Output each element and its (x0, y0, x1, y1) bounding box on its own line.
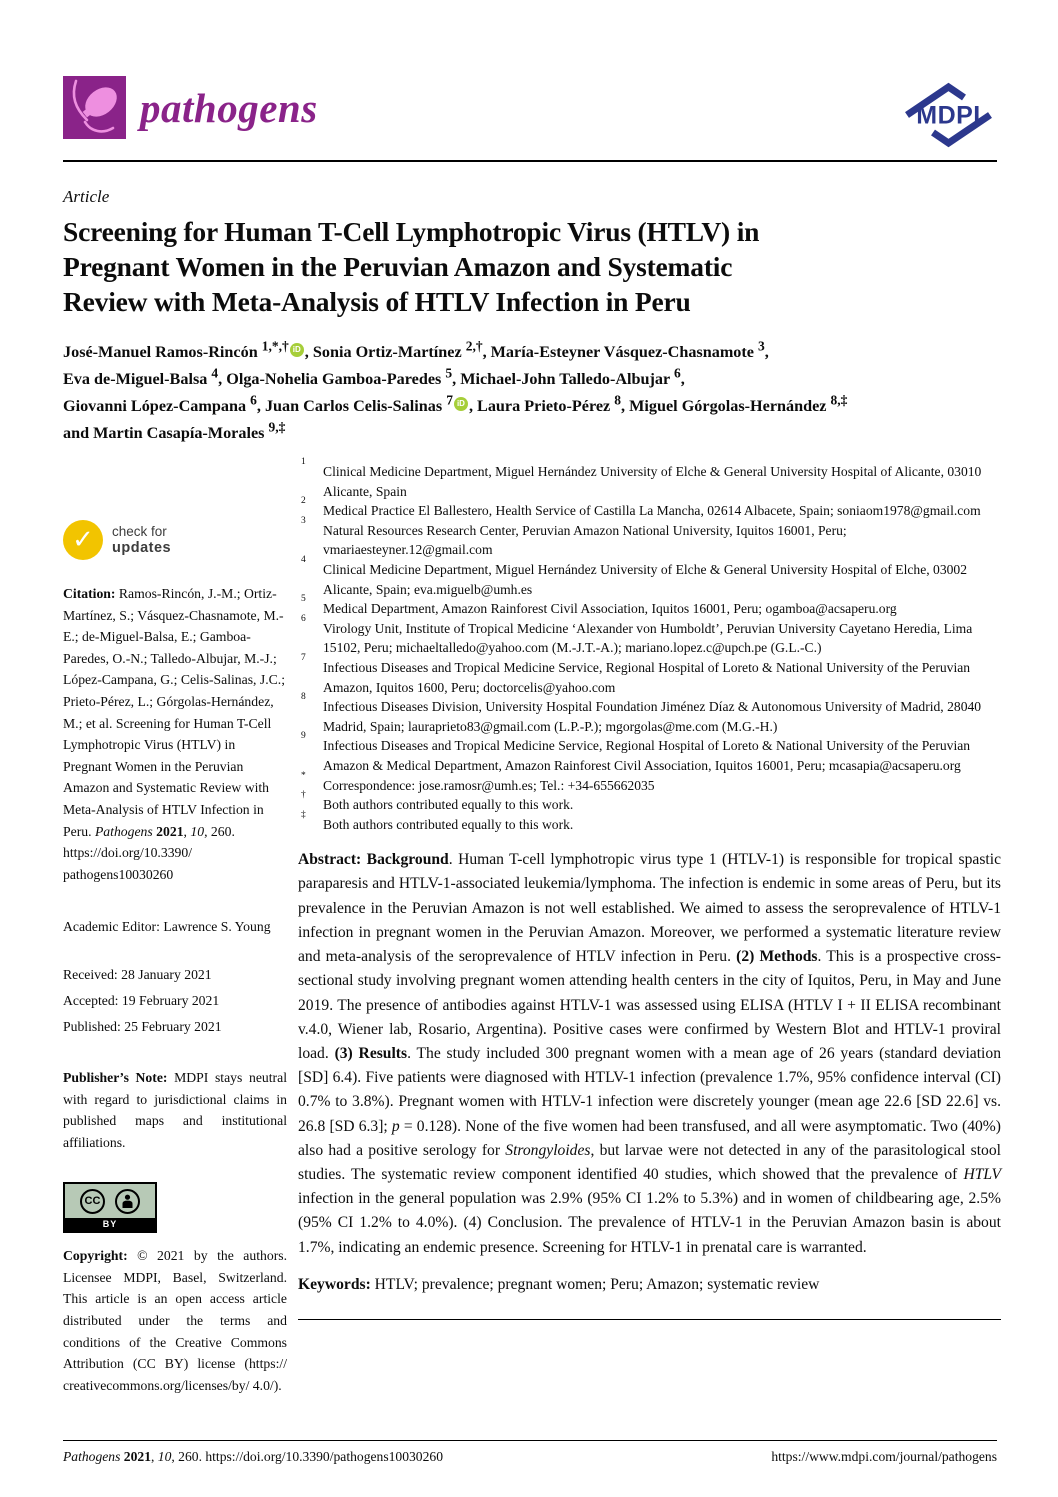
published-date: Published: 25 February 2021 (63, 1018, 222, 1034)
affiliation-item: 7 Infectious Diseases and Tropical Medicine Service, Regional Hospital of Loreto & National University of the Peruvian Amazon, Iquitos 1600, Peru; doctorcelis@yahoo.com (301, 652, 971, 695)
affiliation-item: ‡ Both authors contributed equally to this work. (301, 809, 574, 832)
affiliation-item: 9 Infectious Diseases and Tropical Medicine Service, Regional Hospital of Loreto & National University of the Peruvian Amazon & Medical Department, Amazon Rainforest Civil Association, Iquitos 16001, Peru; mcasapia@acsaperu.org (301, 731, 971, 773)
affiliation-text: Clinical Medicine Department, Miguel Hernández University of Elche & General University Hospital of Alicante, 03010 Alicante, Spain (323, 464, 982, 499)
affiliation-item: 1 Clinical Medicine Department, Miguel Hernández University of Elche & General University Hospital of Alicante, 03010 Alicante, Spain (301, 457, 982, 499)
affiliation-item: 3 Natural Resources Research Center, Peruvian Amazon National University, Iquitos 16001, Peru; vmariaesteyner.12@gmail.com (301, 515, 847, 558)
affiliation-item: 8 Infectious Diseases Division, University Hospital Foundation Jiménez Díaz & Autonomous University of Madrid, 28040 Madrid, Spain; lauraprieto83@gmail.com (L.P.-P.); mgorgolas@me.com (M.G.-H.) (301, 692, 982, 734)
history-dates (63, 962, 287, 1040)
affiliation-text: Infectious Diseases Division, University Hospital Foundation Jiménez Díaz & Autonomous University of Madrid, 28040 Madrid, Spain; lauraprieto83@gmail.com (L.P.-P.); mgorgolas@me.com (M.G.-H.) (323, 699, 982, 734)
affiliation-item: † Both authors contributed equally to this work. (301, 790, 574, 813)
affiliation-text: Virology Unit, Institute of Tropical Medicine ‘Alexander von Humboldt’, Peruvian University Cayetano Heredia, Lima 15102, Peru; michaeltalledo@yahoo.com (M.-J.T.-A.); mariano.lopez.c@upch.pe (G.L.-C.) (323, 620, 973, 656)
check-updates-badge[interactable] (63, 520, 171, 560)
affiliation-text: Medical Department, Amazon Rainforest Civil Association, Iquitos 16001, Peru; ogamboa@acsaperu.org (323, 601, 897, 617)
check-updates-label: check for updates (112, 524, 172, 556)
keywords: Keywords: HTLV; prevalence; pregnant women; Peru; Amazon; systematic review (298, 1275, 820, 1293)
title-line-2: Pregnant Women in the Peruvian Amazon and Systematic (63, 251, 733, 282)
header-divider (63, 160, 997, 162)
title-line-1: Screening for Human T-Cell Lymphotropic Virus (HTLV) in (63, 216, 760, 247)
abstract: Abstract: Background. Human T-cell lymphotropic virus type 1 (HTLV-1) is responsible for tropical spastic paraparesis and HTLV-1-associated leukemia/lymphoma. The infection is endemic in some areas of Peru, but its prevalence in the Peruvian Amazon is not well established. We aimed to assess the seroprevalence of HTLV-1 infection in pregnant women in the Peruvian Amazon. Moreover, we performed a systematic literature review and meta-analysis of the seroprevalence of HTLV infection in Peru. (2) Methods. This is a prospective cross-sectional study involving pregnant women attending health centers in the city of Iquitos, Peru, in May and June 2019. The presence of antibodies against HTLV-1 was assessed using ELISA (HTLV I + II ELISA recombinant v.4.0, Wiener lab, Rosario, Argentina). Positive cases were confirmed by Western Blot and HTLV-1 proviral load. (3) Results. The study included 300 pregnant women with a mean age of 26 years (standard deviation [SD] 6.4). Five patients were diagnosed with HTLV-1 infection (prevalence 1.7%, 95% confidence interval (CI) 0.7% to 3.8%). Pregnant women with HTLV-1 infection were discretely younger (mean age 22.6 [SD 22.6] vs. 26.8 [SD 6.3]; p = 0.128). None of the five women had been transfused, and all were asymptomatic. Two (40%) also had a positive serology for Strongyloides, but larvae were not detected in any of the parasitological stool studies. The systematic review component identified 40 studies, which showed that the prevalence of HTLV infection in the general population was 2.9% (95% CI 1.2% to 5.3%) and in women of childbearing age, 2.5% (95% CI 1.2% to 4.0%). (4) Conclusion. The prevalence of HTLV-1 in the Peruvian Amazon basin is about 1.7%, indicating an endemic presence. Screening for HTLV-1 in prenatal care is warranted. (298, 851, 1001, 1256)
footer-journal-url: https://www.mdpi.com/journal/pathogens (771, 1449, 997, 1464)
affiliation-text: Infectious Diseases and Tropical Medicine Service, Regional Hospital of Loreto & National University of the Peruvian Amazon, Iquitos 1600, Peru; doctorcelis@yahoo.com (323, 659, 971, 695)
article-type-label: Article (63, 187, 110, 206)
main-column (298, 457, 1001, 1396)
journal-name: pathogens (140, 84, 318, 131)
orcid-icon[interactable]: iD (454, 397, 468, 411)
citation-block: Citation: Ramos-Rincón, J.-M.; Ortiz-Martínez, S.; Vásquez-Chasnamote, M.-E.; de-Miguel-Balsa, E.; Gamboa-Paredes, O.-N.; Talledo-Albujar, M.-J.; López-Campana, G.; Celis-Salinas, J.C.; Prieto-Pérez, L.; Górgolas-Hernández, M.; et al. Screening for Human T-Cell Lymphotropic Virus (HTLV) in Pregnant Women in the Peruvian Amazon and Systematic Review with Meta-Analysis of HTLV Infection in Peru. Pathogens 2021, 10, 260. https://doi.org/10.3390/ pathogens10030260 (63, 586, 286, 882)
cc-icon: CC (80, 1189, 105, 1214)
footer-citation: Pathogens 2021, 10, 260. https://doi.org/10.3390/pathogens10030260 (63, 1449, 443, 1464)
mdpi-logo[interactable] (900, 82, 997, 153)
affiliation-item: 6 Virology Unit, Institute of Tropical Medicine ‘Alexander von Humboldt’, Peruvian University Cayetano Heredia, Lima 15102, Peru; michaeltalledo@yahoo.com (M.-J.T.-A.); mariano.lopez.c@upch.pe (G.L.-C.) (301, 613, 973, 656)
affiliation-item: 2 Medical Practice El Ballestero, Health Service of Castilla La Mancha, 02614 Albacete, Spain; soniaom1978@gmail.com (301, 496, 981, 519)
copyright-notice: Copyright: © 2021 by the authors. Licensee MDPI, Basel, Switzerland. This article is an open access article distributed under the terms and conditions of the Creative Commons Attribution (CC BY) license (https:// creativecommons.org/licenses/by/ 4.0/). (63, 1248, 288, 1393)
keywords-divider (298, 1319, 1001, 1320)
affiliation-list (298, 457, 1001, 834)
journal-brand (63, 76, 318, 139)
microbe-icon (63, 76, 126, 139)
affiliation-item: * Correspondence: jose.ramosr@umh.es; Tel.: +34-655662035 (301, 770, 655, 793)
affiliation-item: 4 Clinical Medicine Department, Miguel Hernández University of Elche & General University Hospital of Elche, 03002 Alicante, Spain; eva.miguelb@umh.es (301, 554, 968, 597)
paper-title (63, 214, 997, 319)
page-footer (63, 1440, 997, 1465)
person-icon (115, 1189, 140, 1214)
pathogens-logo (63, 76, 126, 139)
check-icon: ✓ (63, 520, 103, 560)
cc-by-label: BY (65, 1218, 155, 1231)
title-line-3: Review with Meta-Analysis of HTLV Infection in Peru (63, 286, 691, 317)
header (63, 0, 997, 153)
publishers-note: Publisher’s Note: MDPI stays neutral with regard to jurisdictional claims in published maps and institutional affiliations. (63, 1069, 287, 1150)
svg-text:MDPI: MDPI (916, 101, 981, 130)
received-date: Received: 28 January 2021 (63, 966, 212, 982)
cc-license-badge[interactable] (63, 1182, 157, 1233)
affiliation-text: Both authors contributed equally to this work. (323, 797, 574, 813)
accepted-date: Accepted: 19 February 2021 (63, 992, 220, 1008)
author-list: José-Manuel Ramos-Rincón $^{1,*,\dagger}$ iD , Sonia Ortiz-Martínez $^{2,\dagger}$, María-Esteyner Vásquez-Chasnamote $^3$, Eva de-Miguel-Balsa $^4$, Olga-Nohelia Gamboa-Paredes $^5$, Michael-John Talledo-Albujar $^6$, Giovanni López-Campana $^6$, Juan Carlos Celis-Salinas $^7$ iD , Laura Prieto-Pérez $^8$, Miguel Górgolas-Hernández $^{8,\ddagger}$ and Martin Casapía-Morales $^{9,\ddagger}$ (63, 338, 848, 442)
affiliation-text: Infectious Diseases and Tropical Medicine Service, Regional Hospital of Loreto & National University of the Peruvian Amazon & Medical Department, Amazon Rainforest Civil Association, Iquitos 16001, Peru; mcasapia@acsaperu.org (323, 738, 971, 773)
affiliation-text: Natural Resources Research Center, Peruvian Amazon National University, Iquitos 16001, Peru; vmariaesteyner.12@gmail.com (323, 522, 847, 558)
affiliation-text: Correspondence: jose.ramosr@umh.es; Tel.: +34-655662035 (323, 777, 655, 793)
affiliation-text: Clinical Medicine Department, Miguel Hernández University of Elche & General University Hospital of Elche, 03002 Alicante, Spain; eva.miguelb@umh.es (323, 561, 968, 597)
affiliation-text: Both authors contributed equally to this work. (323, 816, 574, 832)
orcid-icon[interactable]: iD (290, 343, 304, 357)
left-sidebar (63, 462, 287, 1396)
affiliation-item: 5 Medical Department, Amazon Rainforest Civil Association, Iquitos 16001, Peru; ogamboa@acsaperu.org (301, 594, 897, 617)
academic-editor: Academic Editor: Lawrence S. Young (63, 919, 271, 935)
affiliation-text: Medical Practice El Ballestero, Health Service of Castilla La Mancha, 02614 Albacete, Spain; soniaom1978@gmail.com (323, 503, 981, 519)
